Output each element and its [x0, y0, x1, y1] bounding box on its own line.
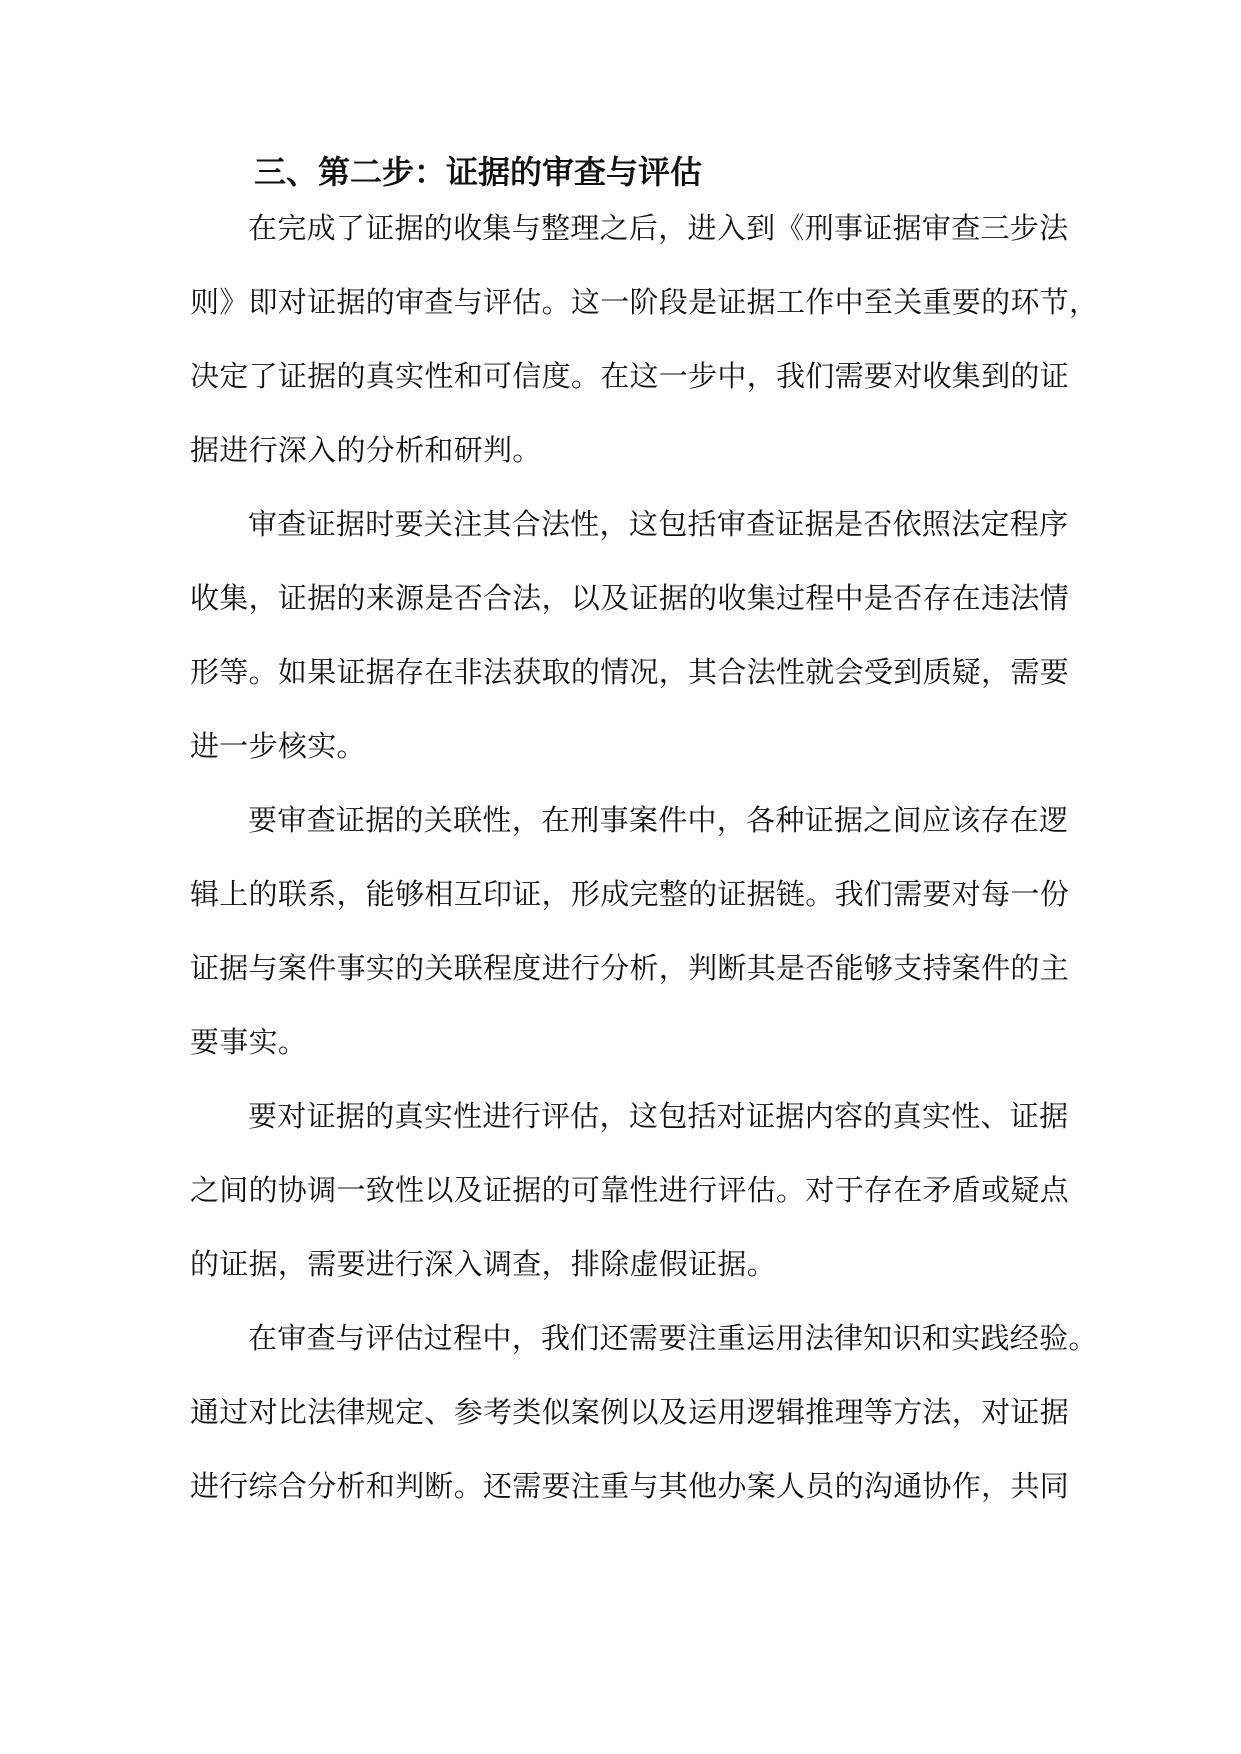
- section-heading: 三、第二步：证据的审查与评估: [254, 153, 703, 191]
- paragraph-2-line-2: 收集，证据的来源是否合法，以及证据的收集过程中是否存在违法情: [190, 581, 1070, 615]
- paragraph-5-line-1: 在审查与评估过程中，我们还需要注重运用法律知识和实践经验。: [248, 1321, 1098, 1355]
- paragraph-5-line-3: 进行综合分析和判断。还需要注重与其他办案人员的沟通协作，共同: [190, 1469, 1070, 1503]
- paragraph-1-line-2: 则》即对证据的审查与评估。这一阶段是证据工作中至关重要的环节，: [190, 285, 1099, 319]
- paragraph-1-line-4: 据进行深入的分析和研判。: [190, 433, 542, 467]
- paragraph-4-line-2: 之间的协调一致性以及证据的可靠性进行评估。对于存在矛盾或疑点: [190, 1173, 1070, 1207]
- paragraph-2-line-4: 进一步核实。: [190, 729, 366, 763]
- paragraph-3-line-3: 证据与案件事实的关联程度进行分析，判断其是否能够支持案件的主: [190, 951, 1070, 985]
- paragraph-3-line-2: 辑上的联系，能够相互印证，形成完整的证据链。我们需要对每一份: [190, 877, 1070, 911]
- paragraph-3-line-4: 要事实。: [190, 1025, 308, 1059]
- paragraph-5-line-2: 通过对比法律规定、参考类似案例以及运用逻辑推理等方法，对证据: [190, 1395, 1070, 1429]
- paragraph-1-line-3: 决定了证据的真实性和可信度。在这一步中，我们需要对收集到的证: [190, 359, 1070, 393]
- paragraph-2-line-3: 形等。如果证据存在非法获取的情况，其合法性就会受到质疑，需要: [190, 655, 1070, 689]
- paragraph-1-line-1: 在完成了证据的收集与整理之后，进入到《刑事证据审查三步法: [248, 211, 1069, 245]
- paragraph-3-line-1: 要审查证据的关联性，在刑事案件中，各种证据之间应该存在逻: [248, 803, 1069, 837]
- paragraph-4-line-3: 的证据，需要进行深入调查，排除虚假证据。: [190, 1247, 777, 1281]
- paragraph-2-line-1: 审查证据时要关注其合法性，这包括审查证据是否依照法定程序: [248, 507, 1069, 541]
- paragraph-4-line-1: 要对证据的真实性进行评估，这包括对证据内容的真实性、证据: [248, 1099, 1069, 1133]
